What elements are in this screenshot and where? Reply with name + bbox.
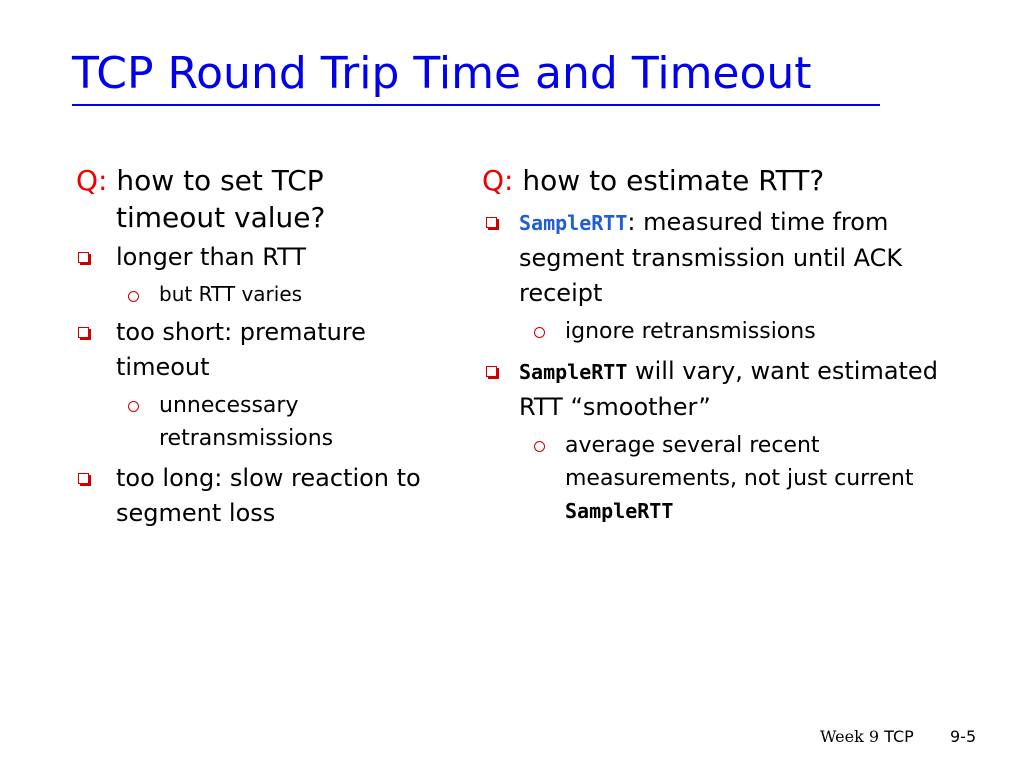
footer-page-number: 9-5 xyxy=(950,727,977,746)
footer-topic: TCP xyxy=(884,727,914,746)
samplertt-code: SampleRTT xyxy=(565,499,674,523)
square-bullet-icon xyxy=(78,252,89,263)
slide-title: TCP Round Trip Time and Timeout xyxy=(72,48,812,99)
samplertt-code: SampleRTT xyxy=(519,211,628,235)
square-bullet-icon xyxy=(486,366,497,377)
circle-bullet-icon xyxy=(128,291,139,302)
left-bullet-3-text: too long: slow reaction to segment loss xyxy=(116,464,421,527)
right-bullet-1-text: : measured time from segment transmission until ACK receipt xyxy=(519,208,903,307)
footer-week: Week 9 xyxy=(820,727,880,746)
left-sub-bullet-2 xyxy=(76,389,426,455)
left-question xyxy=(76,162,426,236)
right-bullet-2 xyxy=(482,354,982,425)
right-sub-bullet-1 xyxy=(482,315,982,348)
left-column xyxy=(76,162,426,535)
left-bullet-2-text: too short: premature timeout xyxy=(116,318,366,381)
left-sub-bullet-1 xyxy=(76,279,426,309)
right-sub-bullet-2 xyxy=(482,429,982,528)
left-sub-bullet-1-text: but RTT varies xyxy=(159,282,303,306)
square-bullet-icon xyxy=(486,217,497,228)
footer-course xyxy=(820,727,914,746)
right-column xyxy=(482,162,982,534)
title-underline xyxy=(72,104,880,106)
circle-bullet-icon xyxy=(534,327,545,338)
right-sub-bullet-1-text: ignore retransmissions xyxy=(565,319,816,344)
left-sub-bullet-2-text: unnecessary retransmissions xyxy=(159,393,334,451)
square-bullet-icon xyxy=(78,473,89,484)
right-question xyxy=(482,162,982,199)
left-bullet-2 xyxy=(76,315,426,385)
samplertt-code: SampleRTT xyxy=(519,360,628,384)
right-question-text: how to estimate RTT? xyxy=(522,164,825,197)
square-bullet-icon xyxy=(78,327,89,338)
left-bullet-1 xyxy=(76,240,426,275)
right-bullet-2-text: will vary, want estimated RTT “smoother” xyxy=(519,357,938,421)
right-question-mark: Q: xyxy=(482,164,514,197)
right-bullet-1 xyxy=(482,205,982,311)
left-question-text: how to set TCP timeout value? xyxy=(116,164,326,234)
right-sub-bullet-2-text: average several recent measurements, not just current xyxy=(565,433,914,491)
circle-bullet-icon xyxy=(128,401,139,412)
circle-bullet-icon xyxy=(534,441,545,452)
left-bullet-1-text: longer than RTT xyxy=(116,243,307,271)
left-question-mark: Q: xyxy=(76,164,108,197)
left-bullet-3 xyxy=(76,461,426,531)
